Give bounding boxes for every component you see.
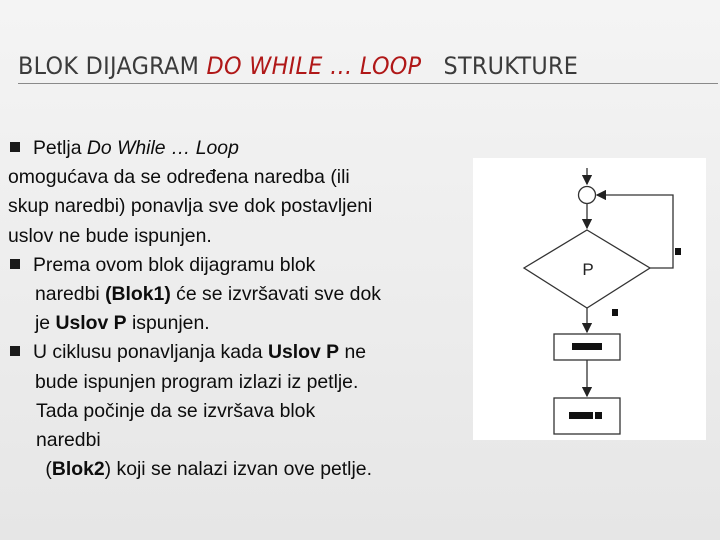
bullet-3-line: bude ispunjen program izlazi iz petlje. (35, 370, 359, 393)
text-run: je (35, 312, 56, 335)
bold-run: Uslov P (55, 312, 127, 335)
block-1-glyph (572, 343, 602, 350)
bullet-3 (8, 338, 478, 367)
bullet-1 (8, 134, 478, 163)
text-run: ne (339, 341, 367, 364)
bullet-3-line: Tada počinje da se izvršava blok (36, 399, 316, 422)
body-text (8, 134, 478, 484)
condition-label: P (582, 260, 594, 279)
title-suffix: STRUKTURE (421, 52, 579, 80)
bullet-3-line (8, 455, 478, 484)
paragraph-line: omogućava da se određena naredba (ili (8, 166, 350, 189)
junction-circle (579, 187, 596, 204)
title-accent: DO WHILE … LOOP (206, 52, 422, 80)
flowchart-svg (473, 158, 706, 440)
bold-run: Uslov P (267, 341, 340, 364)
flowchart-diagram (473, 158, 706, 440)
bullet-1-italic: Do While … Loop (86, 137, 239, 159)
true-marker (612, 309, 618, 316)
bold-run: (Blok1) (105, 283, 171, 306)
paragraph-line: uslov ne bude ispunjen. (8, 224, 212, 247)
bullet-icon (10, 142, 20, 152)
page-title (18, 52, 669, 80)
bullet-2-text: Prema ovom blok dijagramu blok (33, 253, 316, 276)
paragraph-line: skup naredbi) ponavlja sve dok postavljeni (8, 195, 373, 218)
bullet-2-line (8, 280, 478, 309)
block-2-glyph-dot (595, 412, 602, 419)
bullet-1-text: Petlja (33, 137, 87, 159)
bullet-icon (10, 346, 20, 356)
title-bar (18, 52, 718, 84)
text-run: ) koji se nalazi izvan ove petlje. (104, 458, 372, 481)
bullet-2 (8, 251, 478, 280)
bold-run: Blok2 (51, 458, 105, 481)
false-marker (675, 248, 681, 255)
bullet-icon (10, 259, 20, 269)
bullet-3-line: naredbi (36, 429, 101, 452)
block-2-glyph (569, 412, 593, 419)
text-run: U ciklusu ponavljanja kada (33, 341, 268, 364)
text-run: ( (40, 458, 52, 481)
title-prefix: BLOK DIJAGRAM (18, 52, 207, 80)
text-run: naredbi (35, 283, 106, 306)
text-run: ispunjen. (126, 312, 210, 335)
bullet-2-line (8, 309, 478, 338)
text-run: će se izvršavati sve dok (170, 283, 381, 306)
